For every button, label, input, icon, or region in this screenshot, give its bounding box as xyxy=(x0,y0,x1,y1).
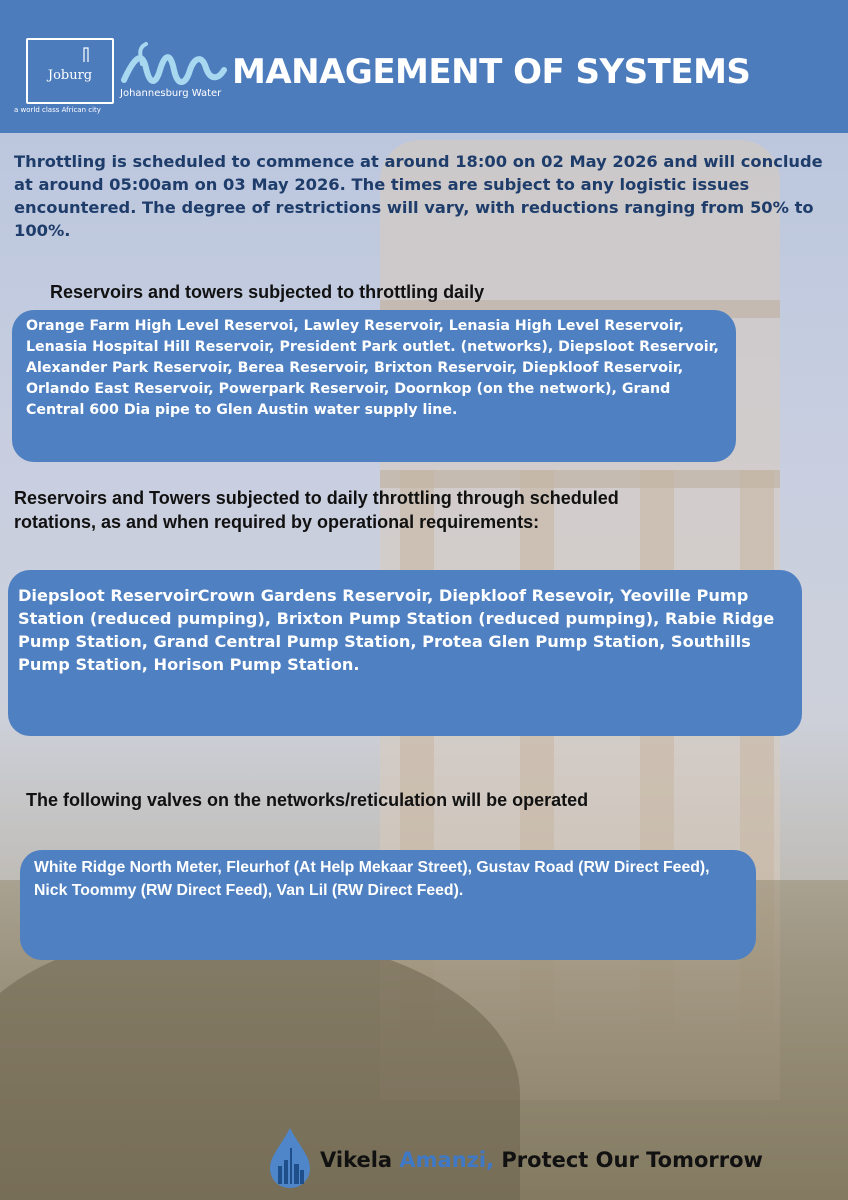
daily-throttling-list: Orange Farm High Level Reservoi, Lawley Reservoir, Lenasia High Level Reservoir, Lenasia Hospital Hill Reservoir, President Park outlet. (networks), Diepsloot Reservoir, Alexander Park Reservoir, Berea Reservoir, Brixton Reservoir, Diepkloof Reservoir, Orlando East Reservoir, Powerpark Reservoir, Doornkop (on the network), Grand Central 600 Dia pipe to Glen Austin water supply line. xyxy=(12,310,736,462)
rotation-throttling-list: Diepsloot ReservoirCrown Gardens Reservoir, Diepkloof Resevoir, Yeoville Pump Station (reduced pumping), Brixton Pump Station (reduced pumping), Rabie Ridge Pump Station, Grand Central Pump Station, Protea Glen Pump Station, Southills Pump Station, Horison Pump Station. xyxy=(8,570,802,736)
slogan-vikela: Vikela xyxy=(320,1148,393,1172)
section-heading-valves: The following valves on the networks/reticulation will be operated xyxy=(26,790,589,810)
joburg-logo xyxy=(26,38,114,104)
skyline-icon xyxy=(28,40,112,102)
footer-slogan xyxy=(264,1126,824,1190)
section-heading-rotations: Reservoirs and Towers subjected to daily throttling through scheduled rotations, as and when required by operational requirements: xyxy=(14,488,619,532)
water-drop-icon xyxy=(264,1126,316,1190)
throttling-schedule-text: Throttling is scheduled to commence at around 18:00 on 02 May 2026 and will conclude at around 05:00am on 03 May 2026. The times are subject to any logistic issues encountered. The degree of restrictions will vary, with reductions ranging from 50% to 100%. xyxy=(14,152,823,240)
valves-list: White Ridge North Meter, Fleurhof (At Help Mekaar Street), Gustav Road (RW Direct Feed), Nick Toommy (RW Direct Feed), Van Lil (RW Direct Feed). xyxy=(20,850,756,960)
slogan-text xyxy=(320,1148,763,1172)
section-heading-daily-throttling: Reservoirs and towers subjected to throttling daily xyxy=(50,282,485,302)
header-banner xyxy=(0,0,848,133)
slogan-amanzi: Amanzi, xyxy=(399,1148,495,1172)
slogan-protect: Protect Our Tomorrow xyxy=(501,1148,763,1172)
city-tagline: a world class African city xyxy=(14,106,101,114)
page-title: MANAGEMENT OF SYSTEMS xyxy=(232,52,751,92)
joburg-logo-text: Joburg xyxy=(47,68,93,83)
water-logo-text: Johannesburg Water xyxy=(120,88,222,99)
